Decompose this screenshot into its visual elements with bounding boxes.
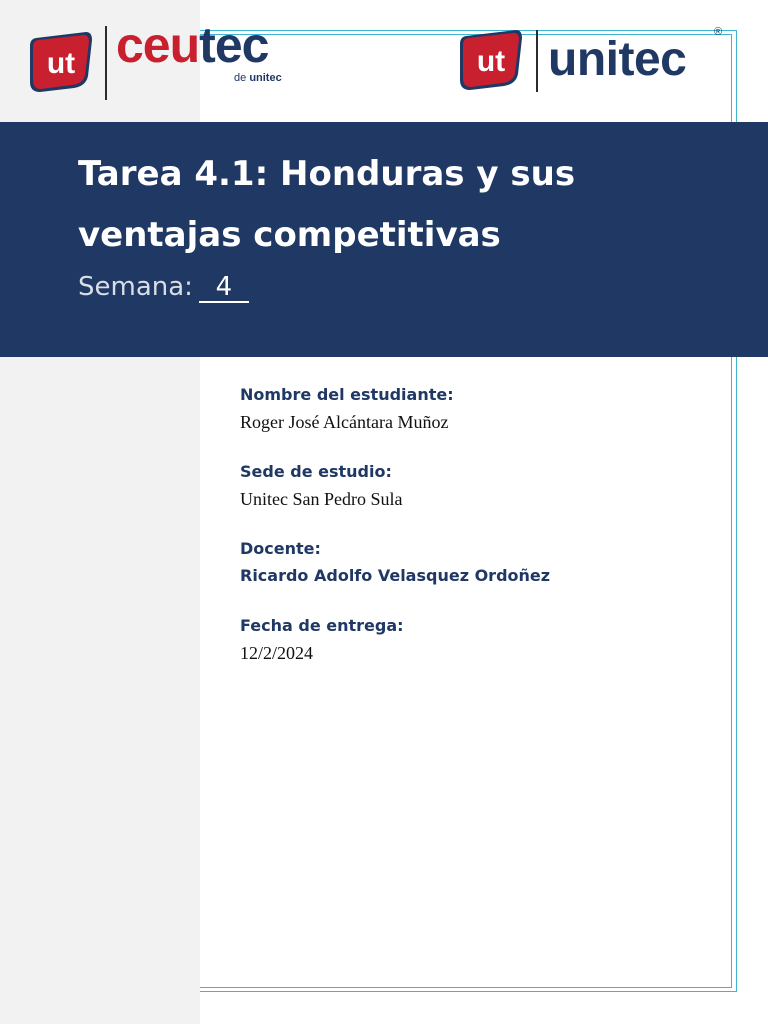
field-value: 12/2/2024 — [240, 643, 314, 663]
ut-badge-icon — [456, 28, 524, 92]
ceutec-word-main: ceu — [116, 17, 200, 73]
ceutec-word-accent: tec — [199, 17, 269, 73]
ceutec-sub-prefix: de — [234, 72, 247, 84]
field-label: Docente: — [240, 539, 321, 558]
ceutec-sub-brand: unitec — [249, 72, 282, 84]
field-value: Roger José Alcántara Muñoz — [240, 412, 449, 432]
ut-badge-text: ut — [476, 45, 506, 78]
ceutec-logo — [26, 17, 296, 102]
field-due-date — [240, 614, 720, 668]
unitec-wordmark: unitec — [548, 33, 687, 86]
week-line — [78, 272, 249, 303]
title-banner — [0, 122, 768, 357]
week-value: 4 — [199, 273, 249, 303]
field-label: Nombre del estudiante: — [240, 385, 454, 404]
field-value: Unitec San Pedro Sula — [240, 489, 403, 509]
field-label: Sede de estudio: — [240, 462, 392, 481]
ceutec-wordmark — [116, 17, 269, 73]
field-teacher — [240, 537, 720, 591]
field-value: Ricardo Adolfo Velasquez Ordoñez — [240, 566, 551, 585]
registered-mark: ® — [714, 26, 723, 38]
student-info — [240, 383, 720, 691]
ceutec-subtitle — [234, 72, 282, 84]
unitec-logo — [456, 24, 728, 96]
logo-divider — [105, 26, 107, 100]
document-title: Tarea 4.1: Honduras y sus ventajas competitivas — [78, 154, 576, 255]
field-label: Fecha de entrega: — [240, 616, 404, 635]
week-label: Semana: — [78, 272, 193, 302]
field-campus — [240, 460, 720, 514]
logo-divider — [536, 30, 538, 92]
ut-badge-icon — [26, 30, 94, 94]
ut-badge-text: ut — [46, 47, 76, 80]
field-student-name — [240, 383, 720, 437]
